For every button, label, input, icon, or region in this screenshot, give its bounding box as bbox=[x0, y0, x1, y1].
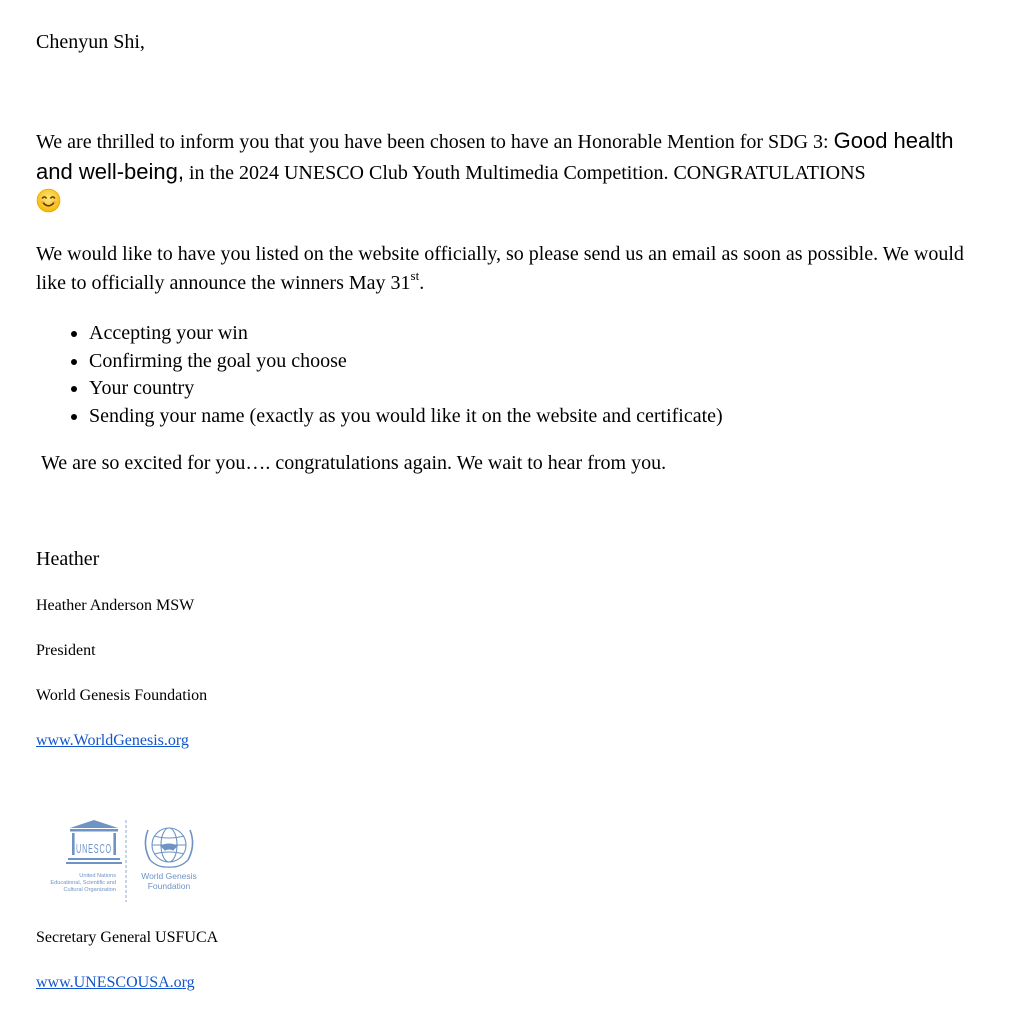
announcement-paragraph bbox=[36, 126, 996, 218]
announcement-text-2: in the 2024 UNESCO Club Youth Multimedia Competition. CONGRATULATIONS bbox=[183, 162, 866, 184]
unesco-wgf-logo bbox=[36, 818, 208, 904]
signature-organization: World Genesis Foundation bbox=[36, 687, 208, 704]
list-item: • Confirming the goal you choose bbox=[89, 348, 723, 376]
smiling-face-icon bbox=[36, 188, 61, 213]
unescousa-link[interactable]: www.UNESCOUSA.org bbox=[36, 974, 195, 991]
request-paragraph bbox=[36, 240, 996, 298]
request-text: We would like to have you listed on the website officially, so please send us an email as soon as possible. We would like to officially announce the winners May 31 bbox=[36, 243, 964, 294]
unesco-caption-1: United Nations bbox=[79, 873, 116, 879]
signature-website-row-2 bbox=[36, 974, 195, 992]
unesco-caption-2: Educational, Scientific and bbox=[50, 880, 116, 886]
request-end: . bbox=[419, 272, 425, 294]
world-genesis-globe-icon bbox=[145, 828, 192, 867]
list-item: • Your country bbox=[89, 375, 723, 403]
closing-line: We are so excited for you…. congratulations again. We wait to hear from you. bbox=[41, 452, 667, 474]
list-item: • Accepting your win bbox=[89, 320, 723, 348]
secretary-title: Secretary General USFUCA bbox=[36, 929, 219, 946]
signature-title: President bbox=[36, 642, 96, 659]
signature-website-row bbox=[36, 732, 189, 750]
list-item: • Sending your name (exactly as you would like it on the website and certificate) bbox=[89, 403, 723, 431]
sdg-goal: Good health and well-being, bbox=[36, 128, 954, 184]
signature-first-name: Heather bbox=[36, 548, 100, 570]
signature-full-name: Heather Anderson MSW bbox=[36, 597, 195, 614]
announcement-text: We are thrilled to inform you that you have been chosen to have an Honorable Mention for SDG 3: bbox=[36, 131, 834, 153]
wgf-caption-1: World Genesis bbox=[141, 871, 197, 881]
date-superscript: st bbox=[410, 268, 420, 283]
worldgenesis-link[interactable]: www.WorldGenesis.org bbox=[36, 732, 189, 749]
greeting: Chenyun Shi, bbox=[36, 31, 145, 53]
requirements-list bbox=[36, 320, 723, 430]
unesco-wordmark: UNESCO bbox=[76, 841, 112, 856]
wgf-caption-2: Foundation bbox=[147, 881, 191, 891]
unesco-caption-3: Cultural Organization bbox=[63, 887, 116, 893]
